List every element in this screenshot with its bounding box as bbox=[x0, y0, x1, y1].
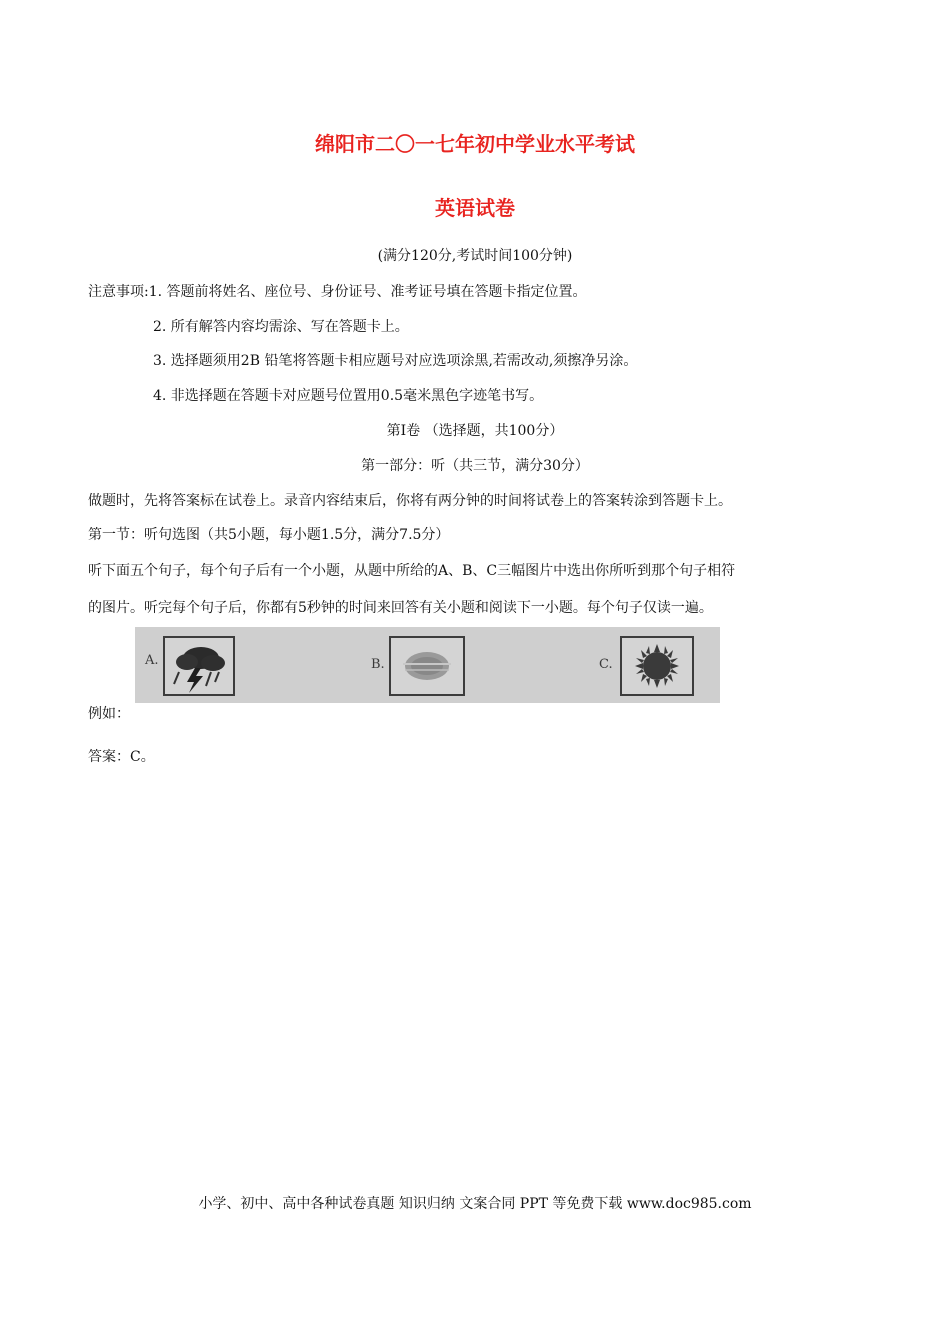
example-figure bbox=[135, 627, 720, 703]
notes-item-3: 3. 选择题须用2B 铅笔将答题卡相应题号对应选项涂黑,若需改动,须擦净另涂。 bbox=[153, 353, 638, 369]
section-desc-line-1: 听下面五个句子，每个句子后有一个小题，从题中所给的A、B、C三幅图片中选出你所听到那个句子相符 bbox=[88, 563, 736, 579]
notes-item-2: 2. 所有解答内容均需涂、写在答题卡上。 bbox=[153, 319, 409, 335]
exam-title: 绵阳市二〇一七年初中学业水平考试 bbox=[315, 132, 635, 156]
notes-item-4: 4. 非选择题在答题卡对应题号位置用0.5毫米黑色字迹笔书写。 bbox=[153, 388, 544, 404]
example-label: 例如： bbox=[88, 706, 130, 722]
section-heading: 第一节：听句选图（共5小题，每小题1.5分，满分7.5分） bbox=[88, 527, 450, 543]
option-a-label: A. bbox=[145, 653, 159, 668]
exam-info: (满分120分,考试时间100分钟) bbox=[377, 248, 573, 264]
notes-item-1: 注意事项:1. 答题前将姓名、座位号、身份证号、准考证号填在答题卡指定位置。 bbox=[88, 284, 587, 300]
part-heading: 第一部分：听（共三节，满分30分） bbox=[361, 458, 589, 474]
paper-subtitle: 英语试卷 bbox=[435, 196, 515, 220]
sun-icon bbox=[622, 638, 692, 694]
option-b-picture bbox=[389, 636, 465, 696]
fog-icon bbox=[391, 638, 463, 694]
volume-heading: 第Ⅰ卷 （选择题，共100分） bbox=[386, 423, 564, 439]
option-c-picture bbox=[620, 636, 694, 696]
option-b-label: B. bbox=[371, 657, 385, 672]
option-a-picture bbox=[163, 636, 235, 696]
section-desc-line-2: 的图片。听完每个句子后，你都有5秒钟的时间来回答有关小题和阅读下一小题。每个句子仅读一遍。 bbox=[88, 600, 713, 616]
storm-cloud-icon bbox=[165, 638, 233, 694]
example-answer: 答案：C。 bbox=[88, 749, 155, 765]
page-footer: 小学、初中、高中各种试卷真题 知识归纳 文案合同 PPT 等免费下载 www.doc985.com bbox=[198, 1196, 752, 1212]
instruction-text: 做题时，先将答案标在试卷上。录音内容结束后，你将有两分钟的时间将试卷上的答案转涂到答题卡上。 bbox=[88, 493, 732, 509]
option-c-label: C. bbox=[599, 657, 613, 672]
